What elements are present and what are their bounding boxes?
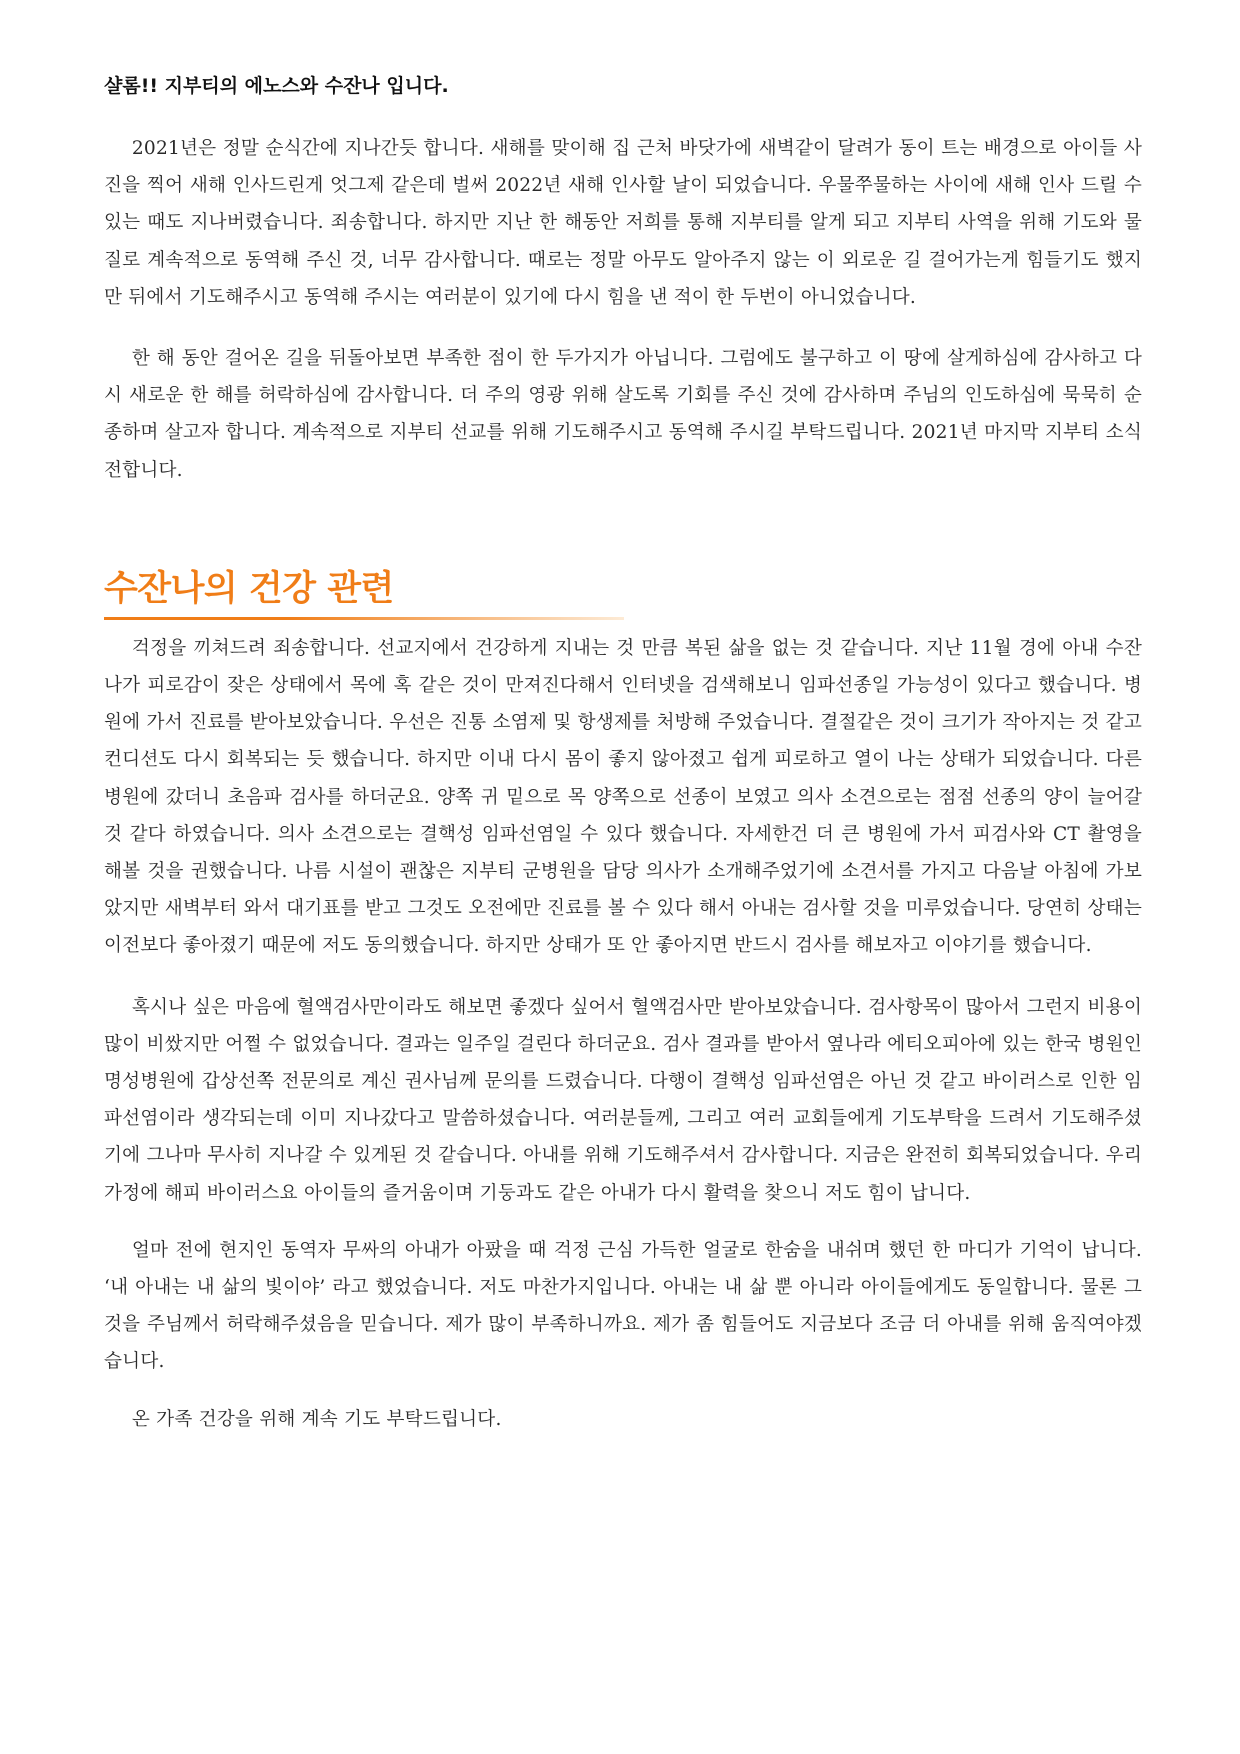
- health-paragraph-2: 혹시나 싶은 마음에 혈액검사만이라도 해보면 좋겠다 싶어서 혈액검사만 받아보았습니다. 검사항목이 많아서 그런지 비용이 많이 비쌌지만 어쩔 수 없었습니다. 결과는 일주일 걸린다 하더군요. 검사 결과를 받아서 옆나라 에티오피아에 있는 한국 병원인 명성병원에 갑상선쪽 전문의로 계신 권사님께 문의를 드렸습니다. 다행이 결핵성 임파선염은 아닌 것 같고 바이러스로 인한 임파선염이라 생각되는데 이미 지나갔다고 말씀하셨습니다. 여러분들께, 그리고 여러 교회들에게 기도부탁을 드려서 기도해주셨기에 그나마 무사히 지나갈 수 있게된 것 같습니다. 아내를 위해 기도해주셔서 감사합니다. 지금은 완전히 회복되었습니다. 우리 가정에 해피 바이러스요 아이들의 즐거움이며 기둥과도 같은 아내가 다시 활력을 찾으니 저도 힘이 납니다.: [104, 996, 1142, 1204]
- paragraph-spacer: [104, 965, 1142, 989]
- health-paragraph-3: 얼마 전에 현지인 동역자 무싸의 아내가 아팠을 때 걱정 근심 가득한 얼굴로 한숨을 내쉬며 했던 한 마디가 기억이 납니다. ‘내 아내는 내 삶의 빛이야’ 라고 했었습니다. 저도 마찬가지입니다. 아내는 내 삶 뿐 아니라 아이들에게도 동일합니다. 물론 그것을 주님께서 허락해주셨음을 믿습니다. 제가 많이 부족하니까요. 제가 좀 힘들어도 지금보다 조금 더 아내를 위해 움직여야겠습니다.: [104, 1239, 1142, 1373]
- greeting-heading: 샬롬!! 지부티의 에노스와 수잔나 입니다.: [104, 75, 449, 97]
- section-underline: [104, 617, 624, 620]
- paragraph-spacer: [104, 1212, 1142, 1232]
- health-paragraph-1: 걱정을 끼쳐드려 죄송합니다. 선교지에서 건강하게 지내는 것 만큼 복된 삶을 없는 것 같습니다. 지난 11월 경에 아내 수잔나가 피로감이 잦은 상태에서 목에 혹 같은 것이 만져진다해서 인터넷을 검색해보니 임파선종일 가능성이 있다고 했습니다. 병원에 가서 진료를 받아보았습니다. 우선은 진통 소염제 및 항생제를 처방해 주었습니다. 결절같은 것이 크기가 작아지는 것 같고 컨디션도 다시 회복되는 듯 했습니다. 하지만 이내 다시 몸이 좋지 않아졌고 쉽게 피로하고 열이 나는 상태가 되었습니다. 다른 병원에 갔더니 초음파 검사를 하더군요. 양쪽 귀 밑으로 목 양쪽으로 선종이 보였고 의사 소견으로는 점점 선종의 양이 늘어갈 것 같다 하였습니다. 의사 소견으로는 결핵성 임파선염일 수 있다 했습니다. 자세한건 더 큰 병원에 가서 피검사와 CT 촬영을 해볼 것을 권했습니다. 나름 시설이 괜찮은 지부티 군병원을 담당 의사가 소개해주었기에 소견서를 가지고 다음날 아침에 가보았지만 새벽부터 와서 대기표를 받고 그것도 오전에만 진료를 볼 수 있다 해서 아내는 검사할 것을 미루었습니다. 당연히 상태는 이전보다 좋아졌기 때문에 저도 동의했습니다. 하지만 상태가 또 안 좋아지면 반드시 검사를 해보자고 이야기를 했습니다.: [104, 637, 1142, 957]
- intro-paragraph-2: 한 해 동안 걸어온 길을 뒤돌아보면 부족한 점이 한 두가지가 아닙니다. 그럼에도 불구하고 이 땅에 살게하심에 감사하고 다시 새로운 한 해를 허락하심에 감사합니다. 더 주의 영광 위해 살도록 기회를 주신 것에 감사하며 주님의 인도하심에 묵묵히 순종하며 살고자 합니다. 계속적으로 지부티 선교를 위해 기도해주시고 동역해 주시길 부탁드립니다. 2021년 마지막 지부티 소식 전합니다.: [104, 348, 1142, 481]
- section-title: 수잔나의 건강 관련: [104, 568, 394, 609]
- intro-paragraph-1: 2021년은 정말 순식간에 지나간듯 합니다. 새해를 맞이해 집 근처 바닷가에 새벽같이 달려가 동이 트는 배경으로 아이들 사진을 찍어 새해 인사드린게 엇그제 같은데 벌써 2022년 새해 인사할 날이 되었습니다. 우물쭈물하는 사이에 새해 인사 드릴 수 있는 때도 지나버렸습니다. 죄송합니다. 하지만 지난 한 해동안 저희를 통해 지부티를 알게 되고 지부티 사역을 위해 기도와 물질로 계속적으로 동역해 주신 것, 너무 감사합니다. 때로는 정말 아무도 알아주지 않는 이 외로운 길 걸어가는게 힘들기도 했지만 뒤에서 기도해주시고 동역해 주시는 여러분이 있기에 다시 힘을 낸 적이 한 두번이 아니었습니다.: [104, 138, 1142, 308]
- health-paragraph-4: 온 가족 건강을 위해 계속 기도 부탁드립니다.: [131, 1408, 502, 1430]
- section-header: [104, 567, 1142, 620]
- paragraph-spacer: [104, 316, 1142, 340]
- paragraph-spacer: [104, 1381, 1142, 1401]
- newsletter-page: [104, 70, 1142, 1438]
